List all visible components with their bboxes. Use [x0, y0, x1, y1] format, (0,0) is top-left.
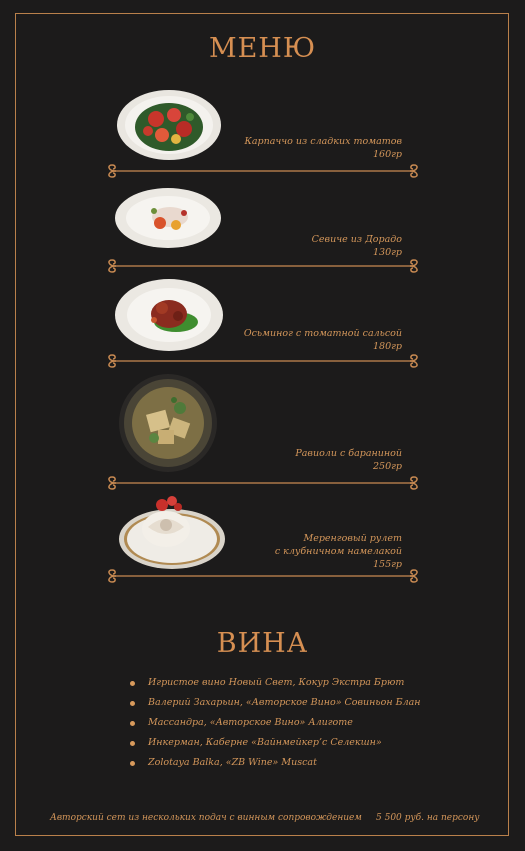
footer-price: 5 500 руб. на персону	[376, 813, 480, 823]
dish-item-meringue-roll	[275, 532, 402, 571]
dish-name: Равиоли с бараниной	[295, 448, 402, 459]
dish-weight: 130гр	[372, 247, 402, 258]
wine-name: Zolotaya Balka, «ZB Wine» Muscat	[148, 757, 317, 768]
bullet-icon	[130, 761, 135, 766]
dish-image-meringue-roll	[118, 491, 226, 571]
menu-title: МЕНЮ	[208, 33, 317, 64]
dish-weight: 180гр	[372, 341, 402, 352]
wine-name: Инкерман, Каберне «Вайнмейкер’с Селекшн»	[148, 737, 382, 748]
dish-item-octopus	[244, 327, 402, 353]
dish-name-line2: с клубничном намелакой	[274, 546, 402, 557]
wine-name: Валерий Захарьин, «Авторское Вино» Совиньон Блан	[148, 697, 421, 708]
dish-name-line1: Меренговый рулет	[303, 533, 402, 544]
dish-weight: 250гр	[372, 461, 402, 472]
ornamental-divider	[104, 163, 422, 179]
dish-image-ravioli	[118, 372, 218, 474]
bullet-icon	[130, 721, 135, 726]
bullet-icon	[130, 701, 135, 706]
dish-item-ceviche	[312, 233, 402, 259]
ornamental-divider	[104, 258, 422, 274]
ornamental-divider	[104, 353, 422, 369]
wine-title: ВИНА	[216, 628, 309, 659]
dish-weight: 160гр	[372, 149, 402, 160]
dish-image-carpaccio	[116, 87, 222, 161]
dish-name: Осьминог с томатной сальсой	[243, 328, 402, 339]
dish-image-octopus	[114, 278, 224, 352]
bullet-icon	[130, 741, 135, 746]
dish-image-ceviche	[114, 187, 222, 249]
wine-list	[128, 673, 421, 773]
ornamental-divider	[104, 568, 422, 584]
wine-item	[128, 693, 421, 713]
footer-description: Авторский сет из нескольких подач с винным сопровождением	[50, 813, 362, 823]
wine-item	[128, 673, 421, 693]
wine-item	[128, 713, 421, 733]
bullet-icon	[130, 681, 135, 686]
dish-weight: 155гр	[372, 559, 402, 570]
wine-name: Массандра, «Авторское Вино» Алиготе	[148, 717, 353, 728]
wine-item	[128, 753, 421, 773]
wine-item	[128, 733, 421, 753]
dish-name: Севиче из Дорадо	[311, 234, 402, 245]
wine-name: Игристое вино Новый Свет, Кокур Экстра Брют	[148, 677, 405, 688]
ornamental-divider	[104, 475, 422, 491]
dish-item-carpaccio	[244, 135, 402, 161]
dish-name: Карпаччо из сладких томатов	[244, 136, 402, 147]
dish-item-ravioli	[295, 447, 402, 473]
